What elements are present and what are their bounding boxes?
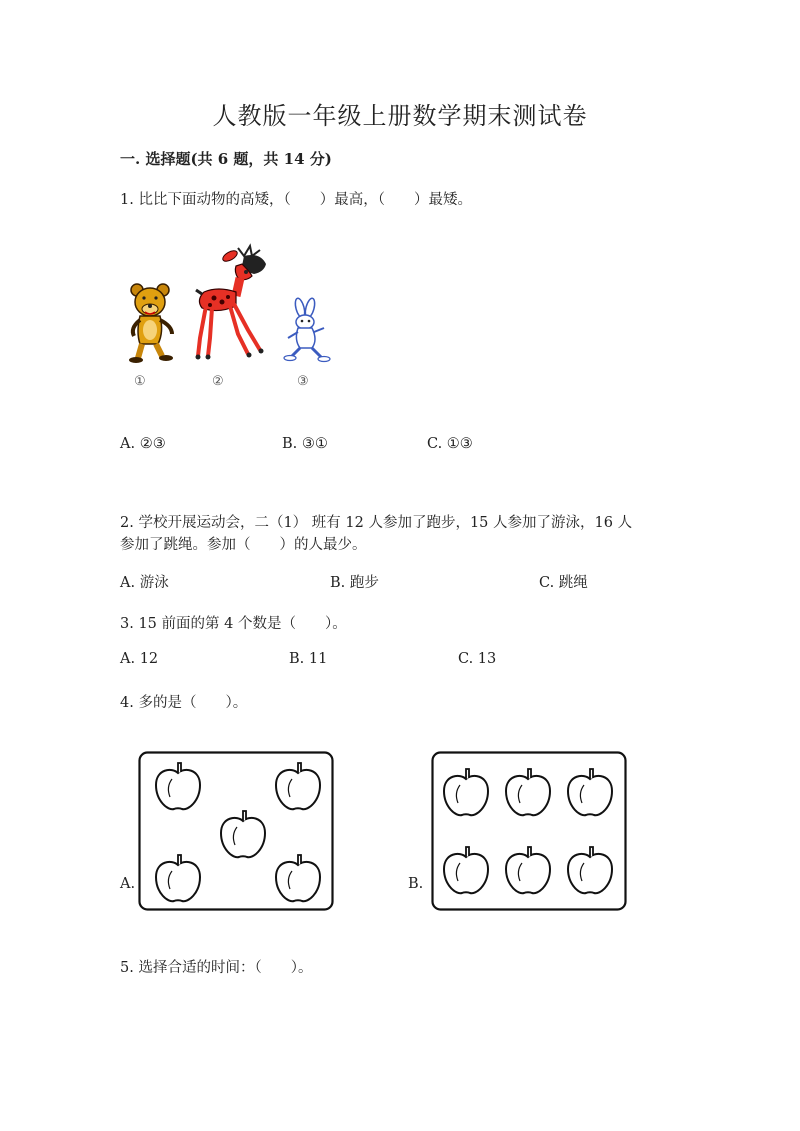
q1-option-b[interactable]: B. ③①	[282, 436, 328, 452]
q2-option-a[interactable]: A. 游泳	[120, 575, 169, 591]
question-5-text: 5. 选择合适的时间：（ ）。	[120, 960, 313, 976]
q2-option-c[interactable]: C. 跳绳	[539, 575, 588, 591]
question-3-text: 3. 15 前面的第 4 个数是（ ）。	[120, 616, 347, 632]
animal-label-1: ①	[134, 374, 146, 389]
q3-option-a[interactable]: A. 12	[120, 651, 159, 667]
bear-image	[128, 282, 178, 364]
q1-option-c[interactable]: C. ①③	[427, 436, 473, 452]
q4-option-a[interactable]: A.	[120, 876, 136, 892]
q3-option-c[interactable]: C. 13	[458, 651, 497, 667]
q1-option-a[interactable]: A. ②③	[120, 436, 166, 452]
page-title: 人教版一年级上册数学期末测试卷	[212, 102, 588, 130]
deer-image	[192, 242, 272, 362]
animal-label-3: ③	[297, 374, 309, 389]
apple-box-b	[431, 751, 627, 911]
q2-option-b[interactable]: B. 跑步	[330, 575, 379, 591]
question-1-text: 1. 比比下面动物的高矮，（ ）最高，（ ）最矮。	[120, 192, 472, 208]
animal-label-2: ②	[212, 374, 224, 389]
question-2-line-1: 2. 学校开展运动会，二（1） 班有 12 人参加了跑步，15 人参加了游泳，16 人	[120, 515, 633, 531]
section-heading: 一. 选择题(共 6 题，共 14 分)	[120, 150, 332, 168]
apple-box-a	[138, 751, 334, 911]
rabbit-image	[284, 298, 330, 362]
question-2-line-2: 参加了跳绳。参加（ ）的人最少。	[120, 537, 367, 553]
q4-option-b[interactable]: B.	[408, 876, 424, 892]
question-4-text: 4. 多的是（ ）。	[120, 695, 248, 711]
q3-option-b[interactable]: B. 11	[289, 651, 328, 667]
